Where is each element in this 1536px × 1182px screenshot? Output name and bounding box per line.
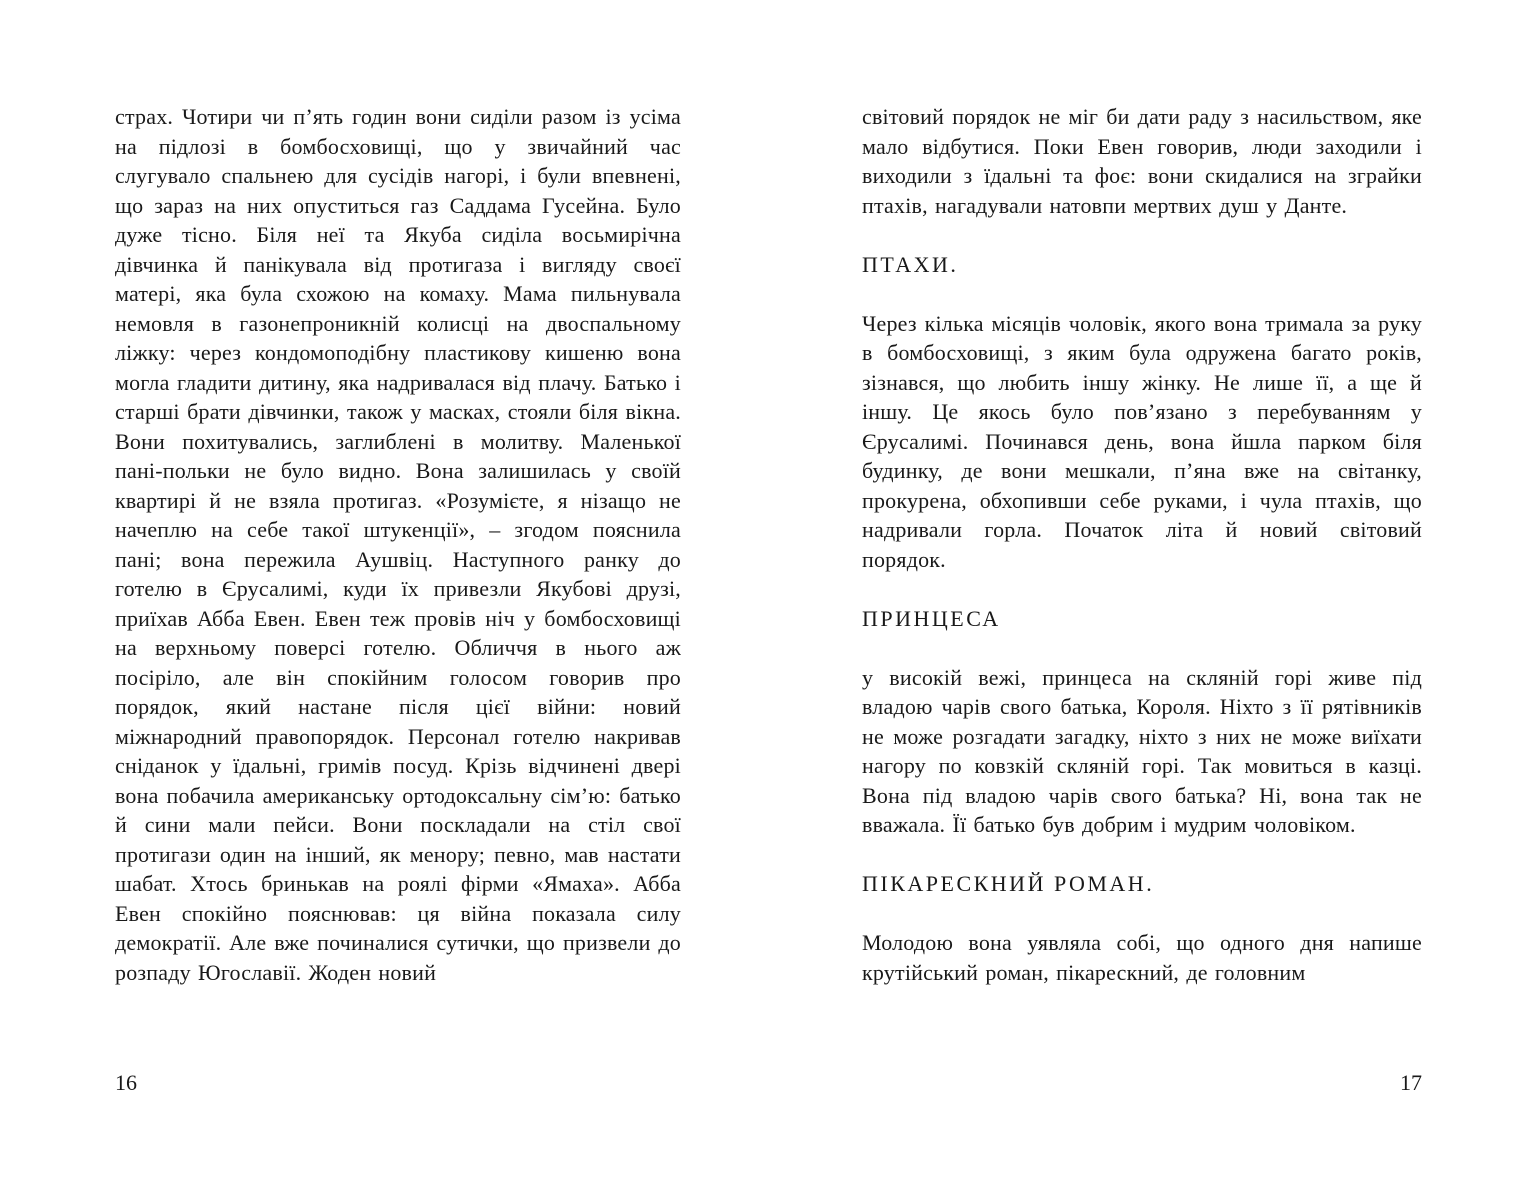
section-heading-princess: ПРИНЦЕСА [862, 605, 1001, 631]
section-heading-birds: ПТАХИ. [862, 251, 959, 277]
left-text-column [115, 102, 681, 987]
section-paragraph-picaresque: Молодою вона уявляла собі, що одного дня напише крутійський роман, пікарескний, де головним [862, 930, 1422, 985]
page-number-right: 17 [1400, 1070, 1422, 1095]
intro-paragraph: світовий порядок не міг би дати раду з насильством, яке мало відбутися. Поки Евен говорив, люди заходили і виходили з їдальні та фоє: вони скидалися на зграйки птахів, нагадували натовпи мертвих душ у Данте. [862, 104, 1422, 218]
right-text-column [862, 102, 1422, 987]
left-page-paragraph: страх. Чотири чи п’ять годин вони сиділи разом із усіма на підлозі в бомбосховищі, що у звичайний час слугувало спальнею для сусідів нагорі, і були впевнені, що зараз на них опуститься газ Саддама Гусейна. Було дуже тісно. Біля неї та Якуба сиділа восьмирічна дівчинка й панікувала від протигаза і вигляду своєї матері, яка була схожою на комаху. Мама пильнувала немовля в газонепроникній колисці на двоспальному ліжку: через кондомоподібну пластикову кишеню вона могла гладити дитину, яка надривалася від плачу. Батько і старші брати дівчинки, також у масках, стояли біля вікна. Вони похитувались, заглиблені в молитву. Маленької пані-польки не було видно. Вона залишилась у своїй квартирі й не взяла протигаз. «Розумієте, я нізащо не начеплю на себе такої штукенції», – згодом пояснила пані; вона пережила Аушвіц. Наступного ранку до готелю в Єрусалимі, куди їх привезли Якубові друзі, приїхав Абба Евен. Евен теж провів ніч у бомбосховищі на верхньому поверсі готелю. Обличчя в нього аж посіріло, але він спокійним голосом говорив про порядок, який настане після цієї війни: новий міжнародний правопорядок. Персонал готелю накривав сніданок у їдальні, гримів посуд. Крізь відчинені двері вона побачила американську ортодоксальну сім’ю: батько й сини мали пейси. Вони поскладали на стіл свої протигази один на інший, як менору; певно, мав настати шабат. Хтось бринькав на роялі фірми «Ямаха». Абба Евен спокійно пояснював: ця війна показала силу демократії. Але вже починалися сутички, що призвели до розпаду Югославії. Жоден новий [115, 104, 681, 985]
section-heading-picaresque: ПІКАРЕСКНИЙ РОМАН. [862, 871, 1155, 896]
page-number-left: 16 [115, 1070, 137, 1095]
section-paragraph-birds: Через кілька місяців чоловік, якого вона тримала за руку в бомбосховищі, з яким була одружена багато років, зізнався, що любить іншу жінку. Не лише її, а ще й іншу. Це якось було пов’язано з перебуванням у Єрусалимі. Починався день, вона йшла парком біля будинку, де вони мешкали, п’яна вже на світанку, прокурена, обхопивши себе руками, і чула птахів, що надривали горла. Початок літа й новий світовий порядок. [862, 310, 1422, 572]
page-right [768, 0, 1536, 1182]
section-paragraph-princess: у високій вежі, принцеса на скляній горі живе під владою чарів свого батька, Короля. Ніхто з її рятівників не може розгадати загадку, ніхто з них не може виїхати нагору по ковзкій скляній горі. Так мовиться в казці. Вона під владою чарів свого батька? Ні, вона так не вважала. Її батько був добрим і мудрим чоловіком. [862, 664, 1422, 837]
